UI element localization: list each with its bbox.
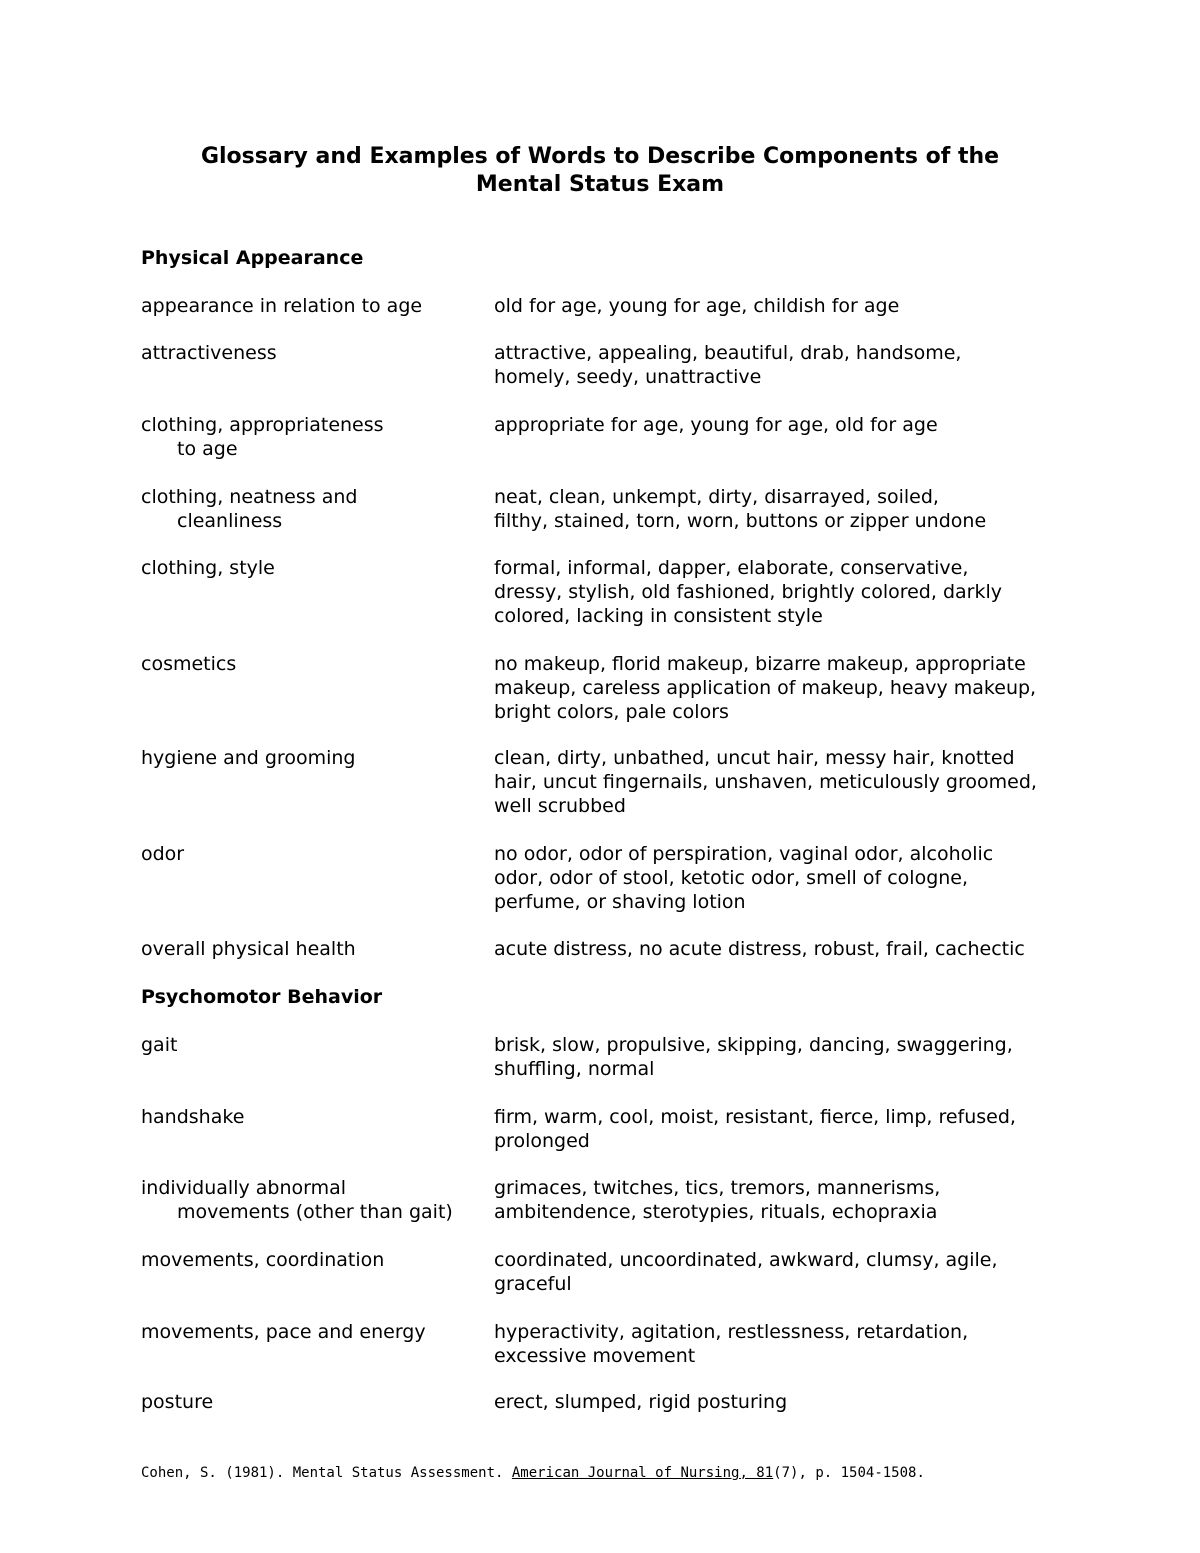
entry-term xyxy=(141,937,486,961)
description-line: colored, lacking in consistent style xyxy=(494,605,823,627)
description-line: old for age, young for age, childish for age xyxy=(494,295,900,317)
description-line: graceful xyxy=(494,1273,572,1295)
citation-text: Cohen, S. (1981). Mental Status Assessment. xyxy=(141,1465,512,1481)
entry-term xyxy=(141,1320,486,1344)
description-line: attractive, appealing, beautiful, drab, handsome, xyxy=(494,342,962,364)
term-line: hygiene and grooming xyxy=(141,747,356,769)
section-heading-psychomotor-behavior: Psychomotor Behavior xyxy=(141,986,383,1008)
description-line: acute distress, no acute distress, robust, frail, cachectic xyxy=(494,938,1025,960)
entry-description xyxy=(494,1105,1084,1153)
entry-term xyxy=(141,746,486,770)
description-line: no makeup, florid makeup, bizarre makeup, appropriate xyxy=(494,653,1026,675)
entry-description xyxy=(494,556,1084,628)
description-line: shuffling, normal xyxy=(494,1058,655,1080)
term-line: cosmetics xyxy=(141,653,237,675)
entry-term xyxy=(141,842,486,866)
term-line: clothing, neatness and xyxy=(141,486,358,508)
page-title-line-1: Glossary and Examples of Words to Describe Components of the xyxy=(200,144,1000,169)
description-line: grimaces, twitches, tics, tremors, mannerisms, xyxy=(494,1177,941,1199)
term-line: to age xyxy=(177,438,238,460)
entry-term xyxy=(141,413,486,461)
term-line: clothing, appropriateness xyxy=(141,414,384,436)
entry-term xyxy=(141,1390,486,1414)
entry-term xyxy=(141,294,486,318)
citation-details: (7), p. 1504-1508. xyxy=(773,1465,925,1481)
description-line: brisk, slow, propulsive, skipping, dancing, swaggering, xyxy=(494,1034,1013,1056)
page-title-line-2: Mental Status Exam xyxy=(475,172,725,197)
description-line: makeup, careless application of makeup, heavy makeup, xyxy=(494,677,1037,699)
entry-description xyxy=(494,746,1084,818)
description-line: prolonged xyxy=(494,1130,590,1152)
description-line: erect, slumped, rigid posturing xyxy=(494,1391,788,1413)
entry-description xyxy=(494,937,1084,961)
entry-term xyxy=(141,341,486,365)
description-line: ambitendence, sterotypies, rituals, echopraxia xyxy=(494,1201,938,1223)
term-line: movements, coordination xyxy=(141,1249,385,1271)
term-line: cleanliness xyxy=(177,510,283,532)
term-line: clothing, style xyxy=(141,557,275,579)
entry-description xyxy=(494,294,1084,318)
entry-description xyxy=(494,413,1084,437)
section-heading-physical-appearance: Physical Appearance xyxy=(141,247,364,269)
description-line: hyperactivity, agitation, restlessness, retardation, xyxy=(494,1321,969,1343)
description-line: bright colors, pale colors xyxy=(494,701,729,723)
description-line: appropriate for age, young for age, old for age xyxy=(494,414,938,436)
description-line: formal, informal, dapper, elaborate, conservative, xyxy=(494,557,969,579)
entry-description xyxy=(494,1176,1084,1224)
description-line: well scrubbed xyxy=(494,795,626,817)
entry-term xyxy=(141,556,486,580)
term-line: movements (other than gait) xyxy=(177,1201,453,1223)
term-line: attractiveness xyxy=(141,342,277,364)
description-line: excessive movement xyxy=(494,1345,696,1367)
term-line: overall physical health xyxy=(141,938,356,960)
description-line: neat, clean, unkempt, dirty, disarrayed, soiled, xyxy=(494,486,939,508)
entry-description xyxy=(494,485,1084,533)
entry-term xyxy=(141,485,486,533)
description-line: no odor, odor of perspiration, vaginal odor, alcoholic xyxy=(494,843,994,865)
term-line: gait xyxy=(141,1034,178,1056)
description-line: clean, dirty, unbathed, uncut hair, messy hair, knotted xyxy=(494,747,1015,769)
entry-term xyxy=(141,1248,486,1272)
entry-term xyxy=(141,652,486,676)
description-line: perfume, or shaving lotion xyxy=(494,891,746,913)
description-line: hair, uncut fingernails, unshaven, meticulously groomed, xyxy=(494,771,1037,793)
entry-term xyxy=(141,1105,486,1129)
entry-description xyxy=(494,1033,1084,1081)
entry-description xyxy=(494,652,1084,724)
citation-footer xyxy=(141,1463,925,1483)
term-line: individually abnormal xyxy=(141,1177,347,1199)
description-line: coordinated, uncoordinated, awkward, clumsy, agile, xyxy=(494,1249,998,1271)
page-title xyxy=(100,143,1100,199)
citation-journal: American Journal of Nursing, 81 xyxy=(511,1465,774,1481)
entry-description xyxy=(494,1320,1084,1368)
entry-term xyxy=(141,1176,486,1224)
entry-term xyxy=(141,1033,486,1057)
description-line: dressy, stylish, old fashioned, brightly colored, darkly xyxy=(494,581,1002,603)
entry-description xyxy=(494,1390,1084,1414)
description-line: firm, warm, cool, moist, resistant, fierce, limp, refused, xyxy=(494,1106,1016,1128)
description-line: odor, odor of stool, ketotic odor, smell of cologne, xyxy=(494,867,969,889)
term-line: appearance in relation to age xyxy=(141,295,423,317)
term-line: posture xyxy=(141,1391,214,1413)
entry-description xyxy=(494,842,1084,914)
description-line: homely, seedy, unattractive xyxy=(494,366,762,388)
description-line: filthy, stained, torn, worn, buttons or zipper undone xyxy=(494,510,987,532)
entry-description xyxy=(494,1248,1084,1296)
term-line: handshake xyxy=(141,1106,245,1128)
entry-description xyxy=(494,341,1084,389)
term-line: movements, pace and energy xyxy=(141,1321,426,1343)
term-line: odor xyxy=(141,843,185,865)
